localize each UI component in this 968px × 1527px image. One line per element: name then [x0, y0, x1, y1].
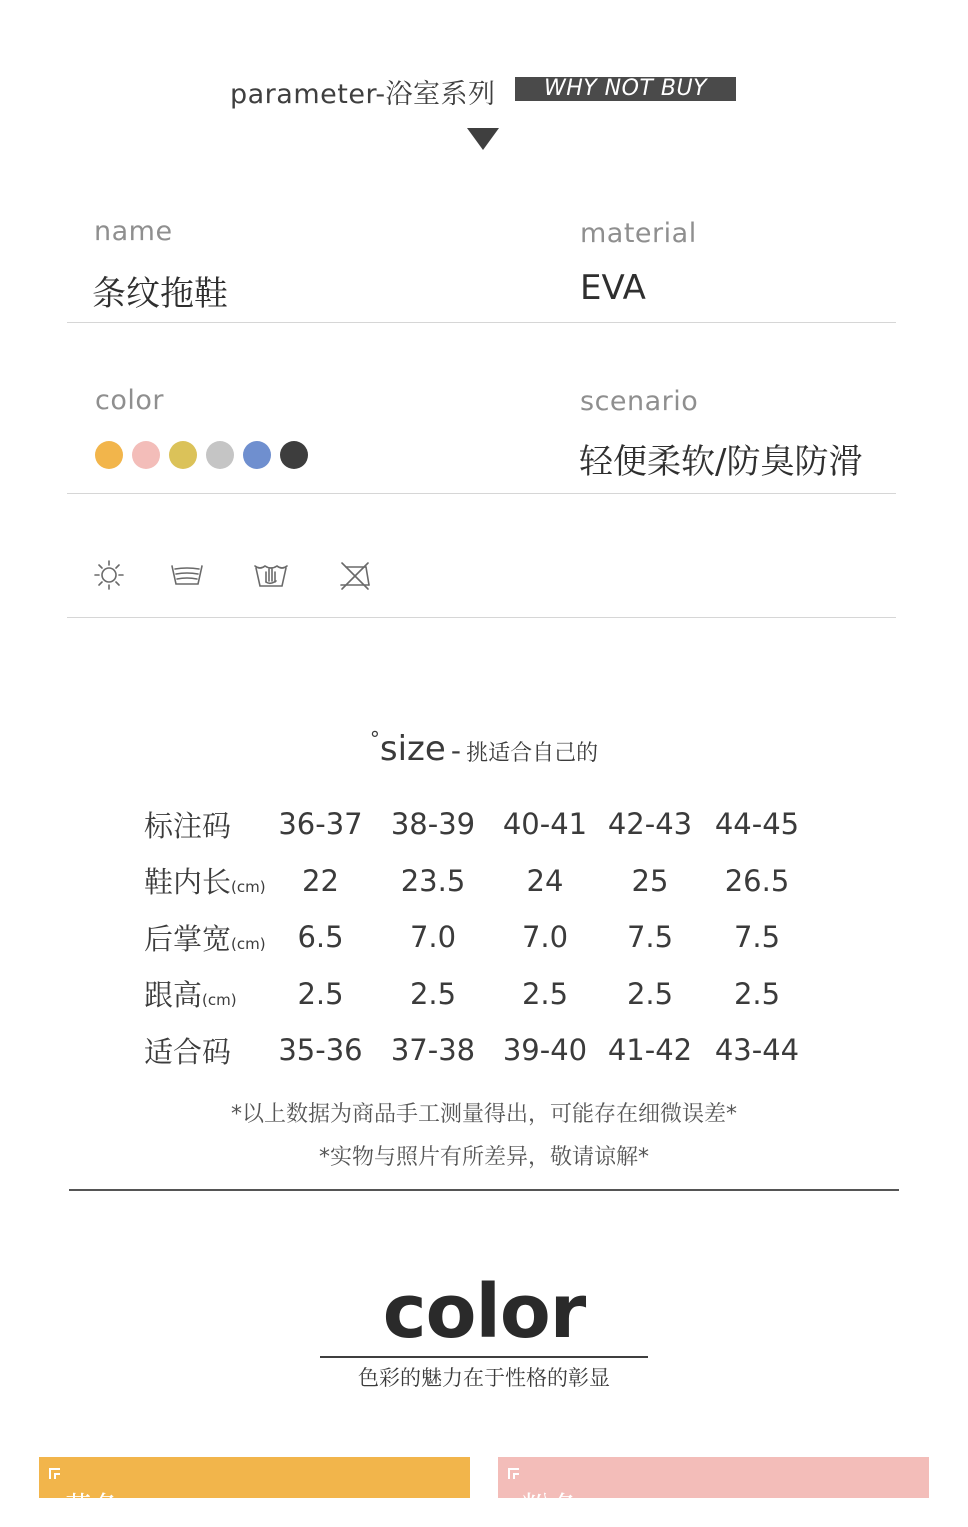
scenario-label: scenario	[580, 386, 699, 417]
down-arrow-icon	[467, 128, 499, 150]
no-iron-icon	[336, 557, 374, 593]
table-cell: 7.0	[409, 920, 457, 955]
table-cell: 38-39	[390, 807, 476, 842]
table-cell: 7.5	[733, 920, 781, 955]
row-label: 标注码	[144, 808, 232, 843]
why-not-buy-badge: WHY NOT BUY	[515, 77, 736, 101]
scenario-value: 轻便柔软/防臭防滑	[579, 442, 863, 482]
table-cell: 2.5	[409, 976, 457, 1011]
section-divider	[69, 1189, 899, 1191]
size-subtitle: 挑适合自己的	[466, 741, 599, 766]
name-label: name	[94, 216, 173, 247]
table-cell: 24	[526, 863, 564, 898]
table-cell: 40-41	[502, 807, 588, 842]
color-title-underline	[320, 1356, 648, 1358]
table-cell: 7.5	[626, 920, 674, 955]
table-cell: 23.5	[400, 863, 466, 898]
table-row	[144, 1022, 803, 1079]
size-note-photo: *实物与照片有所差异，敬请谅解*	[318, 1145, 649, 1170]
divider	[67, 493, 896, 494]
size-dash: -	[450, 734, 462, 767]
hand-wash-icon	[252, 557, 290, 593]
table-cell: 39-40	[502, 1033, 588, 1068]
color-swatch-grey	[206, 441, 234, 469]
color-label: color	[95, 385, 164, 416]
table-row	[144, 796, 803, 853]
material-value: EVA	[580, 268, 646, 308]
color-card-label: 粉色	[522, 1491, 582, 1526]
table-cell: 2.5	[297, 976, 344, 1011]
color-swatch-black	[280, 441, 308, 469]
size-note-measurement: *以上数据为商品手工测量得出，可能存在细微误差*	[230, 1102, 737, 1127]
table-cell: 43-44	[714, 1033, 800, 1068]
table-cell: 2.5	[733, 976, 781, 1011]
color-section-subtitle: 色彩的魅力在于性格的彰显	[358, 1366, 610, 1390]
size-title	[0, 727, 968, 769]
table-row	[144, 966, 803, 1023]
material-label: material	[580, 218, 697, 249]
color-card-yellow	[39, 1457, 470, 1526]
table-cell: 7.0	[521, 920, 569, 955]
parameter-title: parameter-浴室系列	[230, 79, 496, 110]
table-cell: 35-36	[278, 1033, 363, 1068]
table-cell: 36-37	[278, 807, 363, 842]
table-cell: 37-38	[390, 1033, 476, 1068]
divider	[67, 322, 896, 323]
row-label: 鞋内长(cm)	[144, 865, 266, 900]
table-cell: 26.5	[724, 863, 790, 898]
table-cell: 6.5	[297, 920, 344, 955]
color-swatch-blue	[243, 441, 271, 469]
corner-bracket-icon	[508, 1468, 519, 1479]
color-card-pink	[498, 1457, 929, 1526]
color-section-title: color	[382, 1269, 586, 1355]
color-card-label: 黄色	[63, 1491, 123, 1526]
color-swatch-mustard	[169, 441, 197, 469]
sun-dry-icon	[90, 557, 128, 593]
divider	[67, 617, 896, 618]
table-cell: 42-43	[607, 807, 693, 842]
table-cell: 2.5	[521, 976, 569, 1011]
table-cell: 22	[302, 863, 339, 898]
degree-mark: °	[369, 727, 380, 751]
table-row	[144, 853, 803, 910]
size-heading: size	[379, 729, 446, 769]
table-cell: 25	[631, 863, 669, 898]
corner-bracket-icon	[49, 1468, 60, 1479]
section-header	[0, 70, 968, 110]
row-label: 适合码	[144, 1034, 232, 1069]
table-row	[144, 909, 803, 966]
row-label: 跟高(cm)	[144, 978, 237, 1013]
name-value: 条纹拖鞋	[92, 274, 228, 314]
table-cell: 2.5	[626, 976, 674, 1011]
size-table	[144, 796, 803, 1079]
row-label: 后掌宽(cm)	[144, 921, 266, 956]
color-swatch-pink	[132, 441, 160, 469]
color-swatch-yellow	[95, 441, 123, 469]
wash-icon	[168, 557, 206, 593]
color-swatches	[95, 441, 308, 469]
table-cell: 41-42	[607, 1033, 693, 1068]
table-cell: 44-45	[714, 807, 800, 842]
